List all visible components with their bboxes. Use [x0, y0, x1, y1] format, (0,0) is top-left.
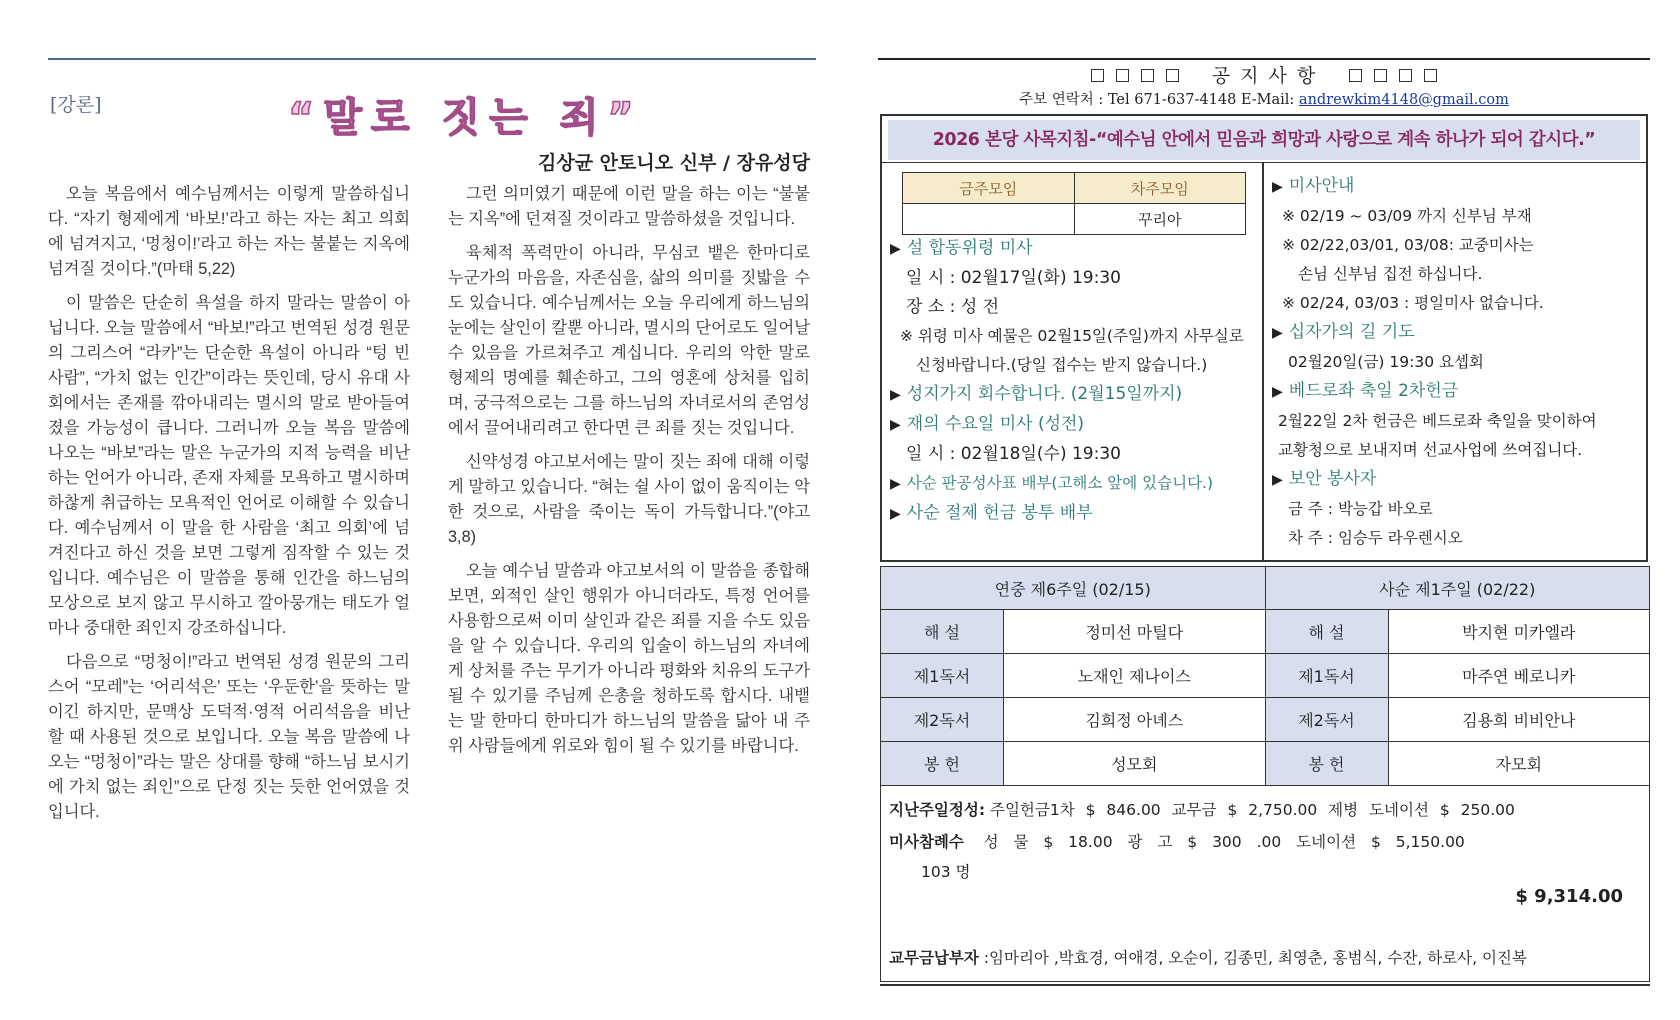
announcement-heading: ▶ 설 합동위령 미사 — [890, 238, 1033, 258]
role-person: 자모회 — [1388, 742, 1650, 786]
table-row — [881, 610, 1650, 654]
square-icon — [1141, 69, 1154, 82]
role-label: 해 설 — [881, 610, 1004, 654]
offering-summary — [880, 786, 1650, 982]
bottom-rule — [880, 984, 1650, 986]
attendance-count: 103 명 — [921, 863, 971, 881]
announcement-line: 일 시 : 02월18일(수) 19:30 — [906, 444, 1121, 464]
role-label: 제1독서 — [1265, 654, 1388, 698]
email-link[interactable]: andrewkim4148@gmail.com — [1298, 92, 1509, 108]
paragraph: 오늘 복음에서 예수님께서는 이렇게 말씀하십니다. “자기 형제에게 ‘바보!’라고 하는 자는 최고 의회에 넘겨지고, ‘멍청이!’라고 하는 자는 불붙는 지옥에 넘겨질 것이다.”(마태 5,22) — [48, 185, 410, 278]
offering-row — [889, 798, 1515, 820]
homily-column-2 — [448, 182, 810, 768]
announcement-note: ※ 위령 미사 예물은 02월15일(주일)까지 사무실로 — [900, 327, 1244, 345]
paragraph: 그런 의미였기 때문에 이런 말을 하는 이는 “불붙는 지옥”에 던져질 것이라고 말씀하셨을 것입니다. — [448, 185, 810, 228]
announcement-heading: ▶ 베드로좌 축일 2차헌금 — [1272, 381, 1459, 401]
offering-label: 미사참례수 — [889, 833, 964, 851]
role-label: 봉 헌 — [1265, 742, 1388, 786]
role-person: 박지현 미카엘라 — [1388, 610, 1650, 654]
offering-values: 주일헌금1차 $ 846.00 교무금 $ 2,750.00 제병 도네이션 $ 250.00 — [989, 801, 1515, 819]
this-week-header: 금주모임 — [903, 173, 1075, 204]
role-label: 봉 헌 — [881, 742, 1004, 786]
donors-label: 교무금납부자 — [889, 949, 979, 967]
announcement-heading: ▶ 보안 봉사자 — [1272, 469, 1377, 489]
announcement-heading: ▶ 미사안내 — [1272, 176, 1355, 196]
table-row — [881, 654, 1650, 698]
announcement-line: 2월22일 2차 헌금은 베드로좌 축일을 맞이하여 — [1278, 412, 1597, 430]
announcement-line: ※ 02/22,03/01, 03/08: 교중미사는 — [1282, 236, 1534, 254]
offering-row — [889, 830, 1465, 852]
announcements-box — [880, 114, 1648, 562]
notice-title-text: 공지사항 — [1211, 65, 1326, 87]
next-week-header: 차주모임 — [1074, 173, 1246, 204]
paragraph: 신약성경 야고보서에는 말이 짓는 죄에 대해 이렇게 말하고 있습니다. “혀는 쉴 사이 없이 움직이는 악한 것으로, 사람을 죽이는 독이 가득합니다.”(야고 3,8) — [448, 453, 810, 546]
donors-row — [889, 946, 1527, 968]
announcement-line: 차 주 : 임승두 라우렌시오 — [1288, 529, 1463, 547]
announcement-line: ※ 02/19 ~ 03/09 까지 신부님 부재 — [1282, 207, 1532, 225]
role-label: 해 설 — [1265, 610, 1388, 654]
homily-page — [48, 56, 816, 996]
offering-label: 지난주일정성: — [889, 801, 986, 819]
divider — [1262, 162, 1264, 562]
triangle-icon: ▶ — [890, 417, 901, 433]
this-week-value — [903, 204, 1075, 235]
announcement-heading: ▶ 재의 수요일 미사 (성전) — [890, 414, 1085, 434]
announcement-line: 일 시 : 02월17일(화) 19:30 — [906, 268, 1121, 288]
divider — [882, 162, 1646, 163]
square-icon — [1424, 69, 1437, 82]
triangle-icon: ▶ — [1272, 384, 1283, 400]
announcement-line: 교황청으로 보내지며 선교사업에 쓰여집니다. — [1278, 441, 1583, 459]
top-rule — [878, 58, 1650, 60]
square-icon — [1166, 69, 1179, 82]
role-label: 제1독서 — [881, 654, 1004, 698]
role-person: 정미선 마틸다 — [1004, 610, 1266, 654]
announcement-line: ※ 02/24, 03/03 : 평일미사 없습니다. — [1282, 294, 1544, 312]
role-label: 제2독서 — [1265, 698, 1388, 742]
role-person: 김용희 비비안나 — [1388, 698, 1650, 742]
square-icon — [1116, 69, 1129, 82]
role-person: 마주연 베로니카 — [1388, 654, 1650, 698]
notice-page — [878, 56, 1650, 996]
square-icon — [1374, 69, 1387, 82]
contact-line — [878, 88, 1650, 109]
announcement-line: 02월20일(금) 19:30 요셉회 — [1288, 353, 1484, 371]
triangle-icon: ▶ — [1272, 472, 1283, 488]
paragraph: 오늘 예수님 말씀과 야고보서의 이 말씀을 종합해 보면, 외적인 살인 행위가 아니더라도, 특정 언어를 사용함으로써 이미 살인과 같은 죄를 지을 수도 있음을 알 수 있습니다. 우리의 입술이 하느님의 자녀에게 상처를 주는 무기가 아니라 평화와 치유의 도구가 될 수 있기를 주님께 은총을 청하도록 합시다. 내뱉는 말 한마디 한마디가 하느님의 말씀을 닮아 내 주위 사람들에게 위로와 힘이 될 수 있기를 바랍니다. — [448, 562, 810, 755]
announcement-heading: ▶ 사순 판공성사표 배부(고해소 앞에 있습니다.) — [890, 474, 1214, 492]
announcement-line: 손님 신부님 집전 하십니다. — [1298, 265, 1483, 283]
offering-values: 성 물 $ 18.00 광 고 $ 300 .00 도네이션 $ 5,150.00 — [983, 833, 1465, 851]
triangle-icon: ▶ — [890, 387, 901, 403]
square-icon — [1091, 69, 1104, 82]
notice-title — [878, 61, 1650, 88]
homily-title: “말로 짓는 죄” — [288, 95, 643, 141]
right-announcements — [1272, 172, 1642, 553]
section-tag: [강론] — [50, 94, 102, 116]
announcement-heading: ▶ 사순 절제 헌금 봉투 배부 — [890, 503, 1093, 523]
role-person: 성모회 — [1004, 742, 1266, 786]
meetings-table — [902, 172, 1246, 235]
announcement-note: 신청바랍니다.(당일 접수는 받지 않습니다.) — [916, 356, 1208, 374]
square-icon — [1349, 69, 1362, 82]
triangle-icon: ▶ — [1272, 179, 1283, 195]
announcement-line: 장 소 : 성 전 — [906, 297, 1000, 317]
offering-total: $ 9,314.00 — [1515, 886, 1623, 907]
liturgy-schedule-table — [880, 566, 1650, 786]
pastoral-motto: 2026 본당 사목지침-“예수님 안에서 믿음과 희망과 사랑으로 계속 하나가 되어 갑시다.” — [888, 120, 1640, 160]
table-row — [881, 742, 1650, 786]
top-rule — [48, 58, 816, 60]
role-label: 제2독서 — [881, 698, 1004, 742]
announcement-heading: ▶ 십자가의 길 기도 — [1272, 322, 1415, 342]
paragraph: 이 말씀은 단순히 욕설을 하지 말라는 말씀이 아닙니다. 오늘 말씀에서 “바보!”라고 번역된 성경 원문의 그리스어 “라카”는 단순한 욕설이 아니라 “텅 빈 사람”, “가치 없는 인간”이라는 뜻인데, 당시 유대 사회에서는 존재를 깎아내리는 멸시의 말로 받아들여졌을 가능성이 큽니다. 그러니까 오늘 복음 말씀에 나오는 “바보”라는 말은 누군가의 지적 능력을 비난하는 언어가 아니라, 존재 자체를 모욕하고 멸시하며 하찮게 취급하는 모욕적인 언어로 이해할 수 있습니다. 예수님께서 이 말을 한 사람을 ‘최고 의회’에 넘겨진다고 하신 것을 보면 그렇게 짐작할 수 있는 것입니다. 예수님은 이 말씀을 통해 인간을 하느님의 모상으로 보지 않고 무시하고 깔아뭉개는 태도가 얼마나 중대한 죄인지 강조하십니다. — [48, 294, 410, 637]
square-icon — [1399, 69, 1412, 82]
triangle-icon: ▶ — [890, 506, 901, 522]
triangle-icon: ▶ — [890, 241, 901, 257]
contact-label: 주보 연락처 : Tel 671-637-4148 E-Mail: — [1019, 92, 1295, 108]
donors-list: :임마리아 ,박효경, 여애경, 오순이, 김종민, 최영춘, 홍범식, 수잔, 하로사, 이진복 — [983, 949, 1527, 967]
announcement-line: 금 주 : 박능갑 바오로 — [1288, 500, 1433, 518]
next-week-value: 꾸리아 — [1074, 204, 1246, 235]
left-announcements — [890, 234, 1260, 529]
table-row — [881, 698, 1650, 742]
paragraph: 다음으로 “멍청이!”라고 번역된 성경 원문의 그리스어 “모레”는 ‘어리석은’ 또는 ‘우둔한’을 뜻하는 말이긴 하지만, 문맥상 도덕적·영적 어리석음을 비난할 때 사용된 것으로 보입니다. 오늘 복음 말씀에 나오는 “멍청이”라는 말은 상대를 향해 “하느님 보시기에 가치 없는 죄인”으로 단정 짓는 듯한 언어였을 것입니다. — [48, 653, 410, 821]
triangle-icon: ▶ — [890, 476, 901, 492]
schedule-header: 사순 제1주일 (02/22) — [1265, 567, 1650, 610]
homily-author: 김상균 안토니오 신부 / 장유성당 — [537, 152, 810, 174]
schedule-header: 연중 제6주일 (02/15) — [881, 567, 1266, 610]
role-person: 노재인 제나이스 — [1004, 654, 1266, 698]
paragraph: 육체적 폭력만이 아니라, 무심코 뱉은 한마디로 누군가의 마음을, 자존심을, 삶의 의미를 짓밟을 수도 있습니다. 예수님께서는 오늘 우리에게 하느님의 눈에는 살인이 칼뿐 아니라, 멸시의 단어로도 일어날 수 있음을 가르쳐주고 계십니다. 우리의 악한 말로 형제의 명예를 훼손하고, 그의 영혼에 상처를 입히며, 궁극적으로는 그를 하느님의 자녀로서의 존엄성에서 끌어내리려고 한다면 큰 죄를 짓는 것입니다. — [448, 244, 810, 437]
homily-column-1 — [48, 182, 410, 834]
triangle-icon: ▶ — [1272, 325, 1283, 341]
announcement-heading: ▶ 성지가지 회수합니다. (2월15일까지) — [890, 384, 1183, 404]
role-person: 김희정 아녜스 — [1004, 698, 1266, 742]
